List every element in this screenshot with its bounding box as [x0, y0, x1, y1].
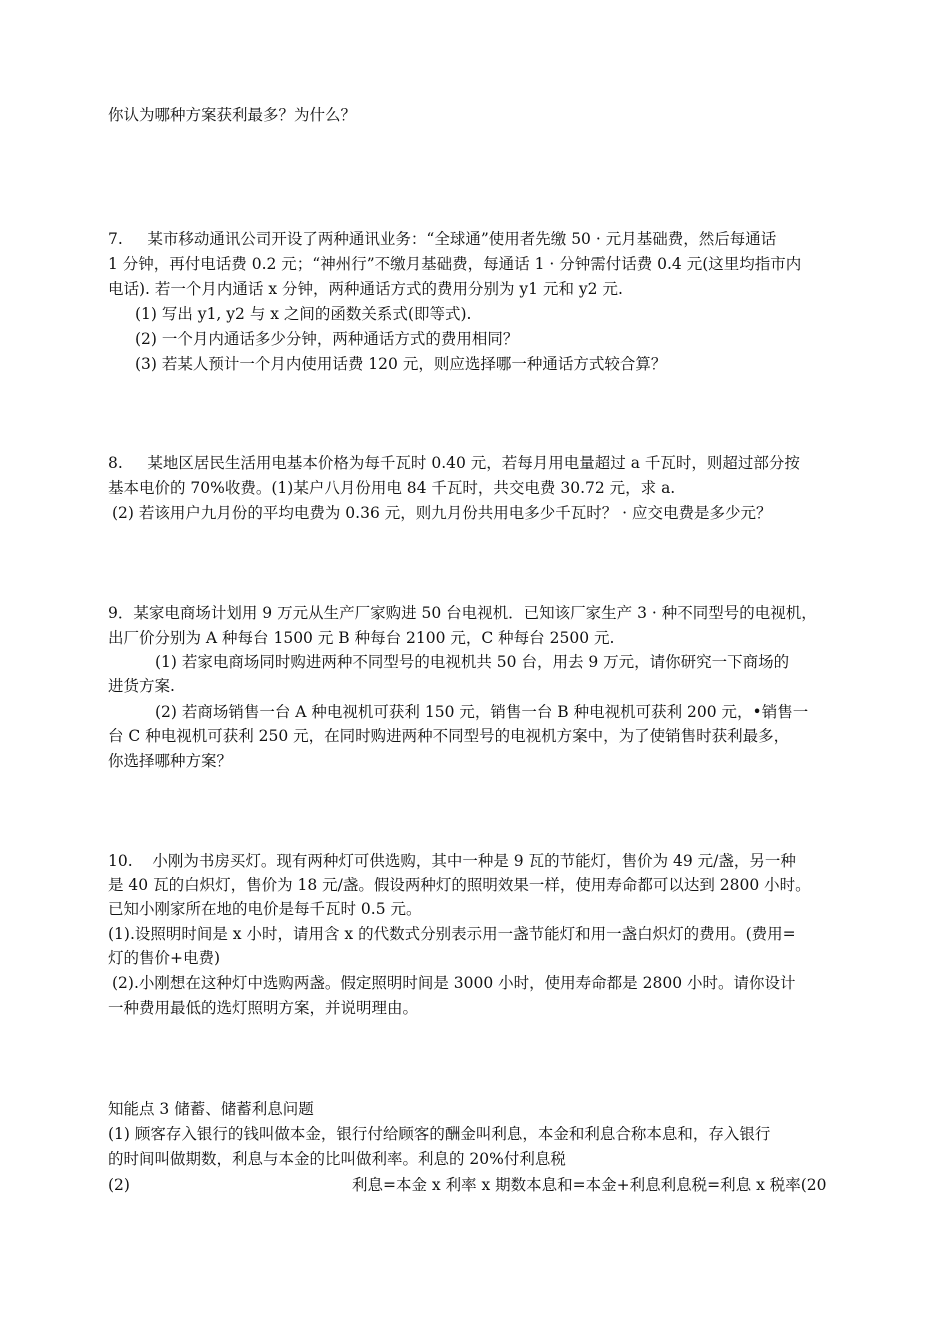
q10-line-3: 已知小刚家所在地的电价是每千瓦时 0.5 元。 — [108, 900, 422, 918]
intro-question: 你认为哪种方案获利最多？为什么？ — [108, 106, 357, 124]
q10-line-1: 10. 小刚为书房买灯。现有两种灯可供选购，其中一种是 9 瓦的节能灯，售价为 49 元/盏，另一种 — [108, 852, 796, 870]
q10-line-4: (1).设照明时间是 x 小时，请用含 x 的代数式分别表示用一盏节能灯和用一盏白炽灯的费用。(费用= — [108, 925, 796, 943]
kp3-line-2: 的时间叫做期数，利息与本金的比叫做利率。利息的 20%付利息税 — [108, 1150, 566, 1168]
kp3-title: 知能点 3 储蓄、储蓄利息问题 — [108, 1100, 314, 1118]
q10-line-5: 灯的售价+电费) — [108, 949, 221, 967]
q9-line-1: 9．某家电商场计划用 9 万元从生产厂家购进 50 台电视机．已知该厂家生产 3 · 种不同型号的电视机， — [108, 604, 817, 622]
q9-line-4: 进货方案. — [108, 677, 175, 695]
q9-line-7: 你选择哪种方案？ — [108, 752, 233, 770]
kp3-line-1: (1) 顾客存入银行的钱叫做本金，银行付给顾客的酬金叫利息，本金和利息合称本息和，存入银行 — [108, 1125, 771, 1143]
q9-line-2: 出厂价分别为 A 种每台 1500 元 B 种每台 2100 元，C 种每台 2500 元. — [108, 629, 615, 647]
q8-line-3: (2) 若该用户九月份的平均电费为 0.36 元，则九月份共用电多少千瓦时？ · 应交电费是多少元？ — [112, 504, 772, 522]
q9-line-5: (2) 若商场销售一台 A 种电视机可获利 150 元，销售一台 B 种电视机可获利 200 元，•销售一 — [155, 703, 809, 721]
q8-line-1: 8. 某地区居民生活用电基本价格为每千瓦时 0.40 元，若每月用电量超过 a 千瓦时，则超过部分按 — [108, 454, 800, 472]
q8-line-2: 基本电价的 70%收费。(1)某户八月份用电 84 千瓦时，共交电费 30.72 元，求 a. — [108, 479, 676, 497]
q7-line-3: 电话). 若一个月内通话 x 分钟，两种通话方式的费用分别为 y1 元和 y2 元. — [108, 280, 623, 298]
q10-line-7: 一种费用最低的选灯照明方案，并说明理由。 — [108, 999, 419, 1017]
q10-line-2: 是 40 瓦的白炽灯，售价为 18 元/盏。假设两种灯的照明效果一样，使用寿命都可以达到 2800 小时。 — [108, 876, 811, 894]
kp3-item2-label: (2) — [108, 1176, 130, 1194]
q10-line-6: (2).小刚想在这种灯中选购两盏。假定照明时间是 3000 小时，使用寿命都是 2800 小时。请你设计 — [112, 974, 796, 992]
q7-sub-1: (1) 写出 y1, y2 与 x 之间的函数关系式(即等式). — [135, 305, 472, 323]
q7-line-1: 7. 某市移动通讯公司开设了两种通讯业务：“全球通”使用者先缴 50 · 元月基础费，然后每通话 — [108, 230, 777, 248]
q9-line-3: (1) 若家电商场同时购进两种不同型号的电视机共 50 台，用去 9 万元，请你研究一下商场的 — [155, 653, 790, 671]
q7-sub-3: (3) 若某人预计一个月内使用话费 120 元，则应选择哪一种通话方式较合算？ — [135, 355, 667, 373]
q7-line-2: 1 分钟，再付电话费 0.2 元；“神州行”不缴月基础费，每通话 1 · 分钟需付话费 0.4 元(这里均指市内 — [108, 255, 802, 273]
q7-sub-2: (2) 一个月内通话多少分钟，两种通话方式的费用相同？ — [135, 330, 519, 348]
q9-line-6: 台 C 种电视机可获利 250 元，在同时购进两种不同型号的电视机方案中，为了使销售时获利最多， — [108, 727, 790, 745]
kp3-item2-text: 利息=本金 x 利率 x 期数本息和=本金+利息利息税=利息 x 税率(20 — [352, 1176, 827, 1194]
